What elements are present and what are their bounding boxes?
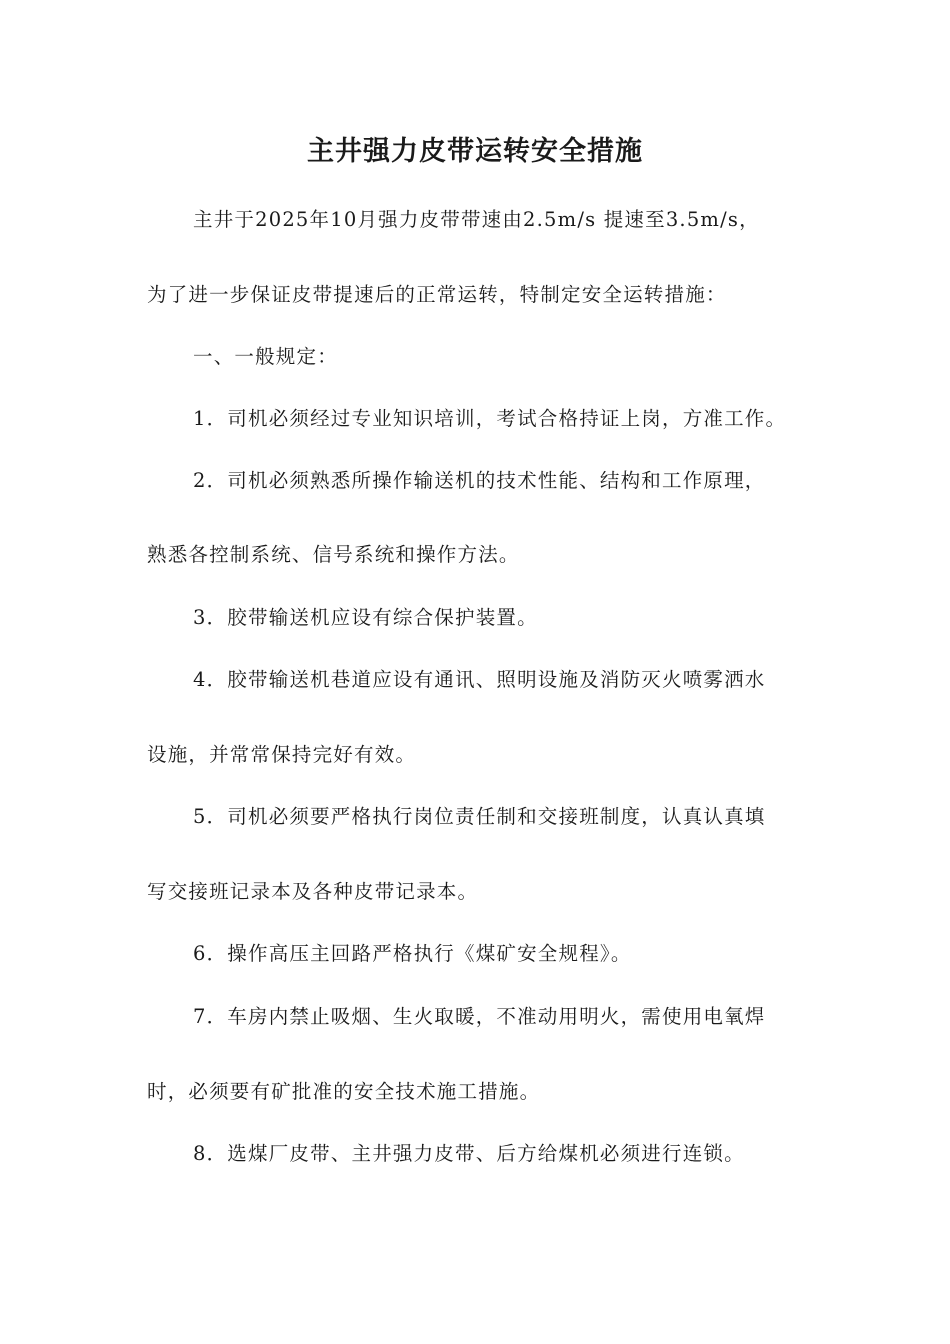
item-5-line-1: 5．司机必须要严格执行岗位责任制和交接班制度，认真认真填 [193, 805, 766, 828]
document-title: 主井强力皮带运转安全措施 [307, 136, 643, 167]
item-3-line-1: 3．胶带输送机应设有综合保护装置。 [193, 606, 538, 629]
item-1-line-1: 1．司机必须经过专业知识培训，考试合格持证上岗，方准工作。 [193, 407, 787, 430]
item-2-line-1: 2．司机必须熟悉所操作输送机的技术性能、结构和工作原理， [193, 469, 766, 492]
item-4-line-2: 设施，并常常保持完好有效。 [147, 743, 417, 766]
item-5-line-2: 写交接班记录本及各种皮带记录本。 [147, 880, 479, 903]
item-8-line-1: 8．选煤厂皮带、主井强力皮带、后方给煤机必须进行连锁。 [193, 1142, 745, 1165]
item-2-line-2: 熟悉各控制系统、信号系统和操作方法。 [147, 543, 520, 566]
item-6-line-1: 6．操作高压主回路严格执行《煤矿安全规程》。 [193, 942, 632, 965]
item-7-line-1: 7．车房内禁止吸烟、生火取暖，不准动用明火，需使用电氧焊 [193, 1005, 766, 1028]
section-heading: 一、一般规定： [193, 345, 338, 368]
intro-line-2: 为了进一步保证皮带提速后的正常运转，特制定安全运转措施： [147, 283, 727, 306]
item-7-line-2: 时，必须要有矿批准的安全技术施工措施。 [147, 1080, 541, 1103]
item-4-line-1: 4．胶带输送机巷道应设有通讯、照明设施及消防灭火喷雾洒水 [193, 668, 766, 691]
intro-line-1: 主井于2025年10月强力皮带带速由2.5m/s 提速至3.5m/s， [193, 208, 760, 231]
